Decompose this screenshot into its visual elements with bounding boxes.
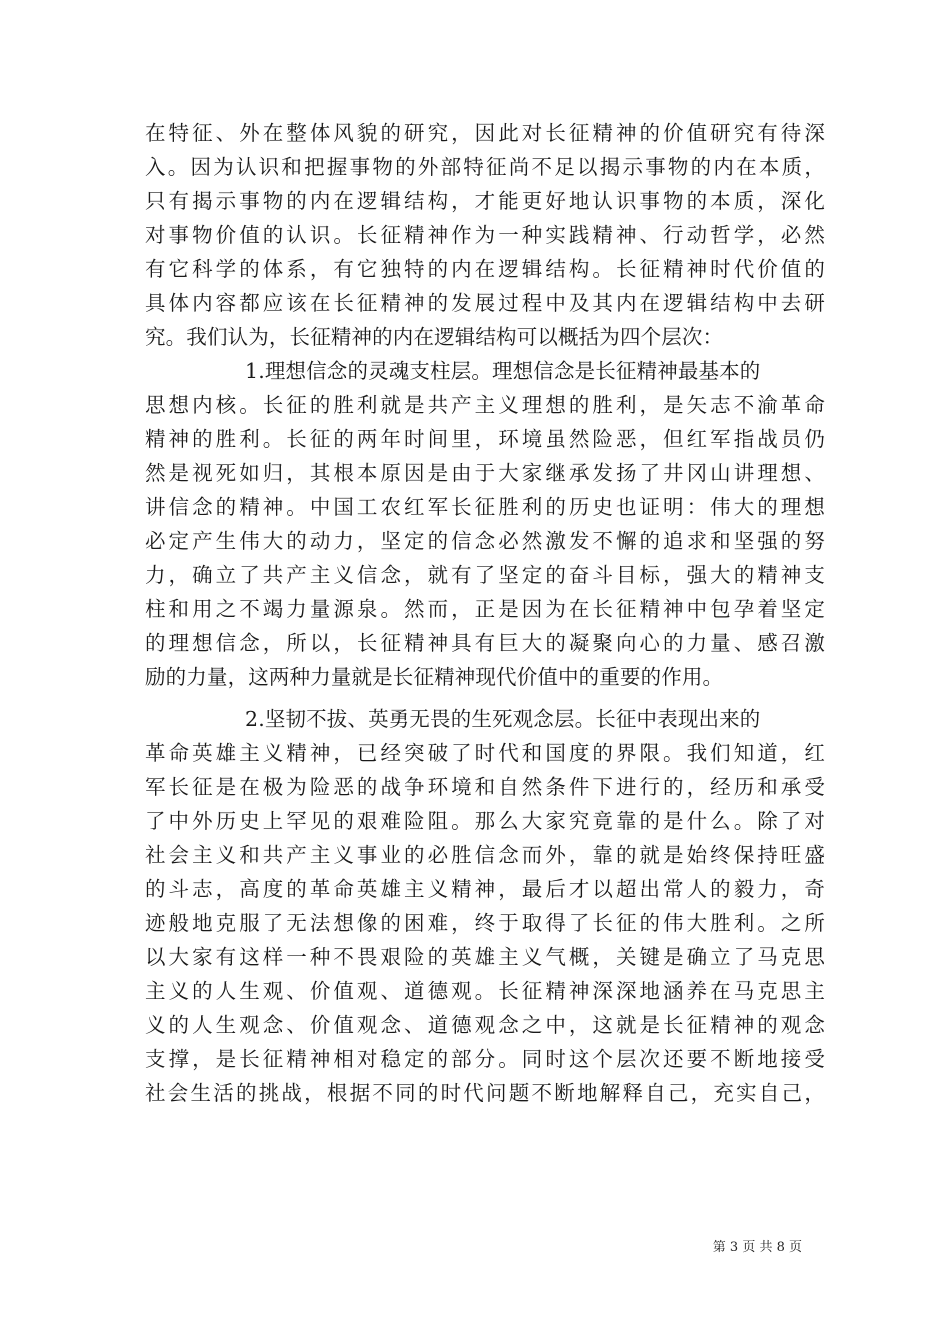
text-line: 具体内容都应该在长征精神的发展过程中及其内在逻辑结构中去研: [145, 291, 825, 315]
text-line: 讲信念的精神。中国工农红军长征胜利的历史也证明：伟大的理想: [145, 495, 825, 519]
page-number: 第 3 页 共 8 页: [712, 1240, 802, 1255]
text-line: 必定产生伟大的动力，坚定的信念必然激发不懈的追求和坚强的努: [145, 529, 825, 553]
text-line: 力，确立了共产主义信念，就有了坚定的奋斗目标，强大的精神支: [145, 563, 825, 587]
text-line: 的斗志，高度的革命英雄主义精神，最后才以超出常人的毅力，奇: [145, 877, 825, 901]
text-line: 入。因为认识和把握事物的外部特征尚不足以揭示事物的内在本质，: [145, 155, 825, 179]
text-line: 主义的人生观、价值观、道德观。长征精神深深地涵养在马克思主: [145, 979, 825, 1003]
text-line: 思想内核。长征的胜利就是共产主义理想的胜利，是矢志不渝革命: [145, 393, 825, 417]
section-heading-line: 1.理想信念的灵魂支柱层。理想信念是长征精神最基本的: [245, 359, 761, 383]
section-heading-line: 2.坚韧不拔、英勇无畏的生死观念层。长征中表现出来的: [245, 707, 761, 731]
text-line: 有它科学的体系，有它独特的内在逻辑结构。长征精神时代价值的: [145, 257, 825, 281]
text-line: 对事物价值的认识。长征精神作为一种实践精神、行动哲学，必然: [145, 223, 825, 247]
text-line: 精神的胜利。长征的两年时间里，环境虽然险恶，但红军指战员仍: [145, 427, 825, 451]
text-line: 励的力量，这两种力量就是长征精神现代价值中的重要的作用。: [145, 665, 724, 689]
text-line: 了中外历史上罕见的艰难险阻。那么大家究竟靠的是什么。除了对: [145, 809, 825, 833]
text-line: 的理想信念，所以，长征精神具有巨大的凝聚向心的力量、感召激: [145, 631, 825, 655]
text-line: 支撑，是长征精神相对稳定的部分。同时这个层次还要不断地接受: [145, 1047, 825, 1071]
text-line: 社会生活的挑战，根据不同的时代问题不断地解释自己，充实自己，: [145, 1081, 825, 1105]
text-line: 迹般地克服了无法想像的困难，终于取得了长征的伟大胜利。之所: [145, 911, 825, 935]
text-line: 柱和用之不竭力量源泉。然而，正是因为在长征精神中包孕着坚定: [145, 597, 825, 621]
text-line: 军长征是在极为险恶的战争环境和自然条件下进行的，经历和承受: [145, 775, 825, 799]
text-line: 社会主义和共产主义事业的必胜信念而外，靠的就是始终保持旺盛: [145, 843, 825, 867]
text-line: 义的人生观念、价值观念、道德观念之中，这就是长征精神的观念: [145, 1013, 825, 1037]
text-line: 在特征、外在整体风貌的研究，因此对长征精神的价值研究有待深: [145, 121, 825, 145]
paragraph-gap: [145, 694, 825, 702]
text-line: 以大家有这样一种不畏艰险的英雄主义气概，关键是确立了马克思: [145, 945, 825, 969]
text-line: 究。我们认为，长征精神的内在逻辑结构可以概括为四个层次：: [145, 325, 724, 349]
body-text: [145, 116, 825, 1110]
text-line: 然是视死如归，其根本原因是由于大家继承发扬了井冈山讲理想、: [145, 461, 825, 485]
text-line: 革命英雄主义精神，已经突破了时代和国度的界限。我们知道，红: [145, 741, 825, 765]
page-footer: [0, 1238, 950, 1258]
text-line: 只有揭示事物的内在逻辑结构，才能更好地认识事物的本质，深化: [145, 189, 825, 213]
